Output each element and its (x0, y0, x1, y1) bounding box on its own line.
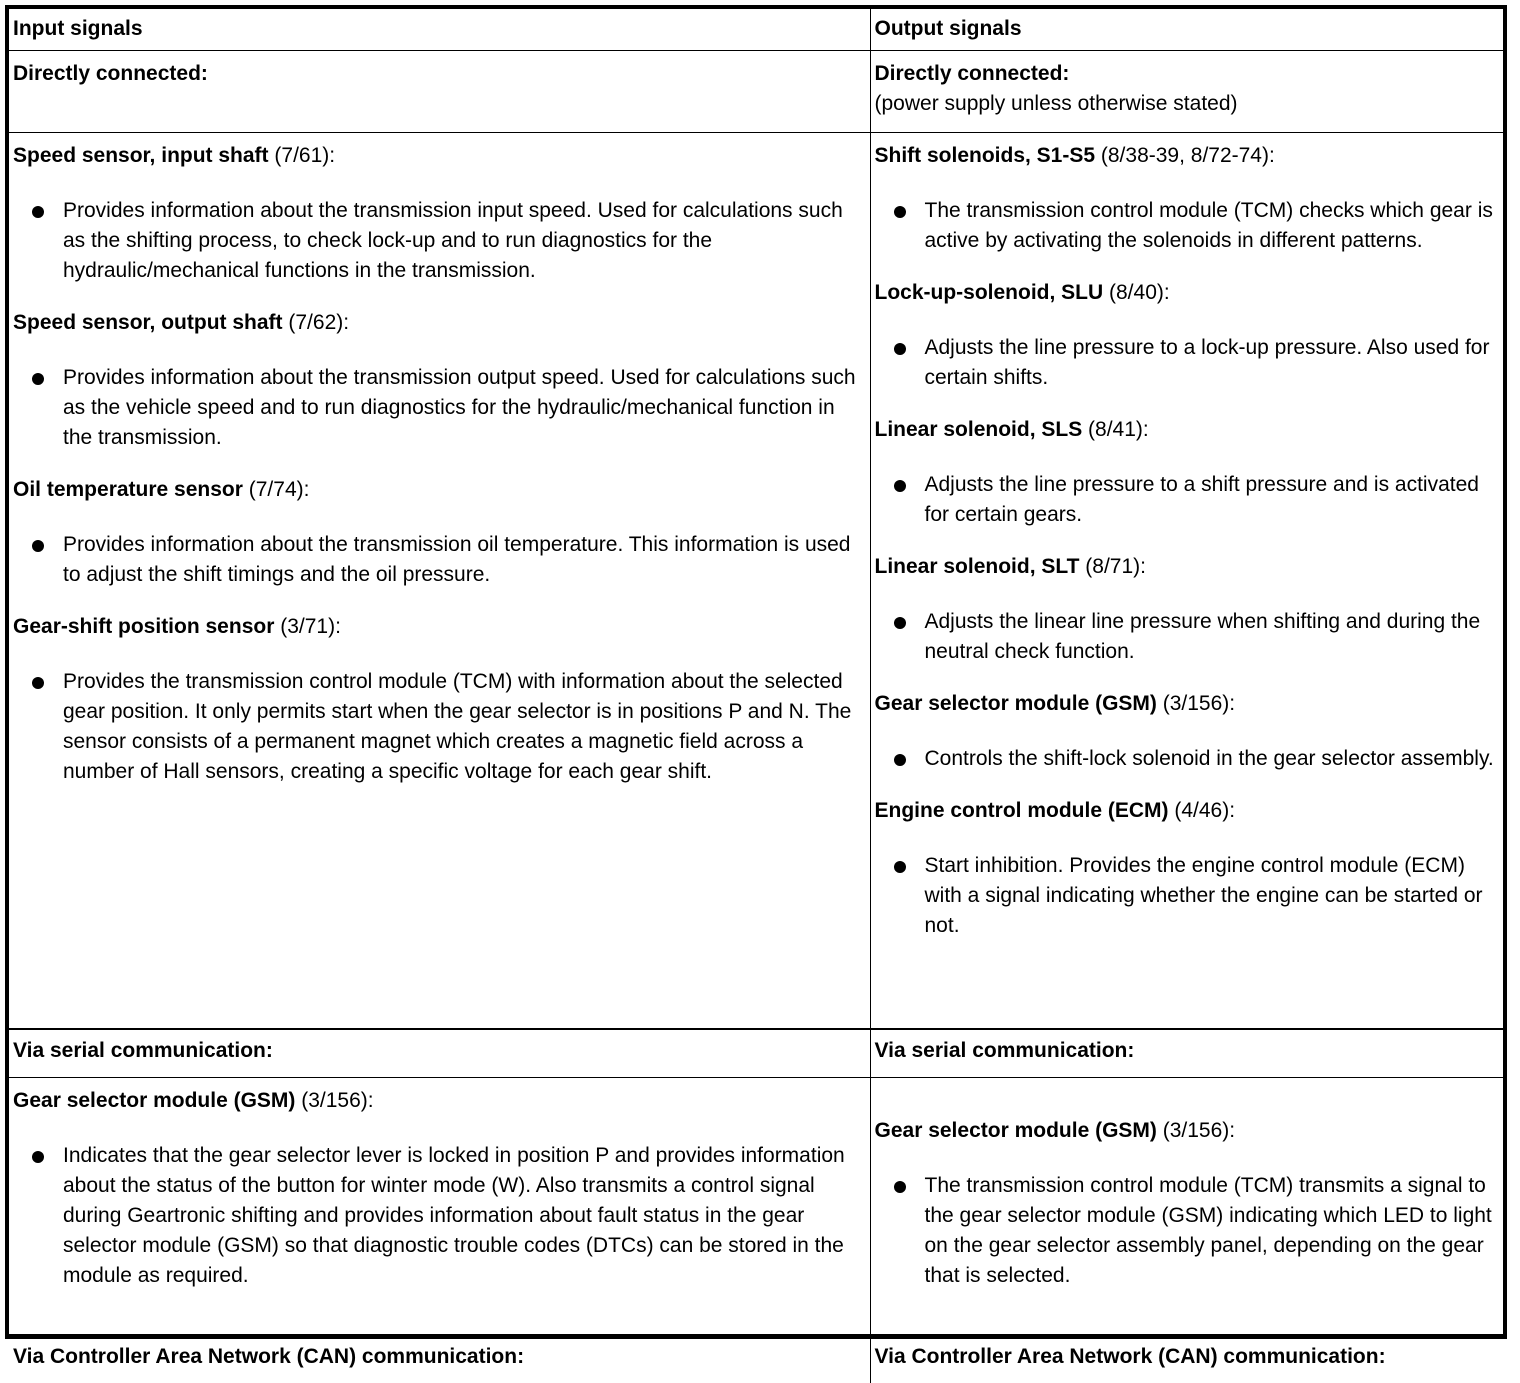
signal-item-title (13, 475, 870, 505)
output-serial-list (875, 1116, 1504, 1291)
component-name: Gear selector module (GSM) (874, 691, 1157, 715)
input-direct-label-text: Directly connected: (13, 61, 208, 85)
signal-item-title (875, 1116, 1504, 1146)
signal-item-title (13, 141, 870, 171)
signal-item-title (875, 552, 1504, 582)
signal-item-title (875, 278, 1504, 308)
signal-item-title (875, 796, 1504, 826)
signal-item (875, 552, 1504, 667)
bullet-text: The transmission control module (TCM) checks which gear is active by activating the solenoids in different patterns. (924, 198, 1493, 252)
input-direct-cell (9, 132, 870, 1029)
directly-connected-row (9, 50, 1503, 132)
bullet-dot-icon (32, 206, 44, 218)
bullet-dot-icon (32, 1151, 44, 1163)
signal-item (875, 689, 1504, 774)
signal-item (875, 415, 1504, 530)
component-name: Gear selector module (GSM) (874, 1118, 1157, 1142)
serial-communication-body-row (9, 1077, 1503, 1335)
signals-table (9, 9, 1503, 1383)
signal-item (875, 278, 1504, 393)
component-reference: (3/71): (274, 614, 341, 638)
component-reference: (4/46): (1168, 798, 1236, 822)
bullet-dot-icon (894, 617, 906, 629)
component-reference: (8/40): (1103, 280, 1170, 304)
signal-item (13, 612, 870, 787)
component-reference: (8/41): (1082, 417, 1149, 441)
output-direct-label-text: Directly connected: (874, 61, 1070, 85)
bullet-text: Adjusts the line pressure to a lock-up pressure. Also used for certain shifts. (924, 335, 1490, 389)
directly-connected-body-row (9, 132, 1503, 1029)
component-name: Oil temperature sensor (13, 477, 243, 501)
bullet-dot-icon (32, 540, 44, 552)
component-reference: (7/62): (282, 310, 350, 334)
bullet-dot-icon (894, 343, 906, 355)
component-name: Shift solenoids, S1-S5 (874, 143, 1096, 167)
header-row (9, 9, 1503, 50)
signal-item-title (875, 689, 1504, 719)
bullet-dot-icon (894, 861, 906, 873)
component-reference: (7/61): (268, 143, 336, 167)
signal-item (875, 1116, 1504, 1291)
output-direct-note: (power supply unless otherwise stated) (874, 91, 1238, 115)
bullet-point (875, 607, 1504, 667)
bullet-text: Provides information about the transmission input speed. Used for calculations such as the shifting process, to check lock-up and to run diagnostics for the hydraulic/mechanical functions in the transmission. (63, 198, 843, 282)
signal-item-title (875, 415, 1504, 445)
bullet-point (13, 196, 870, 286)
component-reference: (3/156): (295, 1088, 374, 1112)
signal-item-title (875, 141, 1504, 171)
component-name: Gear selector module (GSM) (13, 1088, 296, 1112)
bullet-text: The transmission control module (TCM) transmits a signal to the gear selector module (GSM) indicating which LED to light on the gear selector assembly panel, depending on the gear that is selected. (924, 1173, 1492, 1287)
signal-item (13, 308, 870, 453)
component-name: Linear solenoid, SLS (874, 417, 1083, 441)
input-signals-header: Input signals (9, 9, 870, 50)
component-name: Speed sensor, output shaft (13, 310, 283, 334)
output-directly-connected-label (870, 50, 1503, 132)
input-can-label: Via Controller Area Network (CAN) communication: (9, 1335, 870, 1383)
bullet-text: Adjusts the linear line pressure when shifting and during the neutral check function. (924, 609, 1481, 663)
bullet-dot-icon (32, 373, 44, 385)
component-reference: (8/71): (1079, 554, 1146, 578)
bullet-text: Indicates that the gear selector lever is locked in position P and provides information about the status of the button for winter mode (W). Also transmits a control signal during Geartronic shifting and provides information about fault status in the gear selector module (GSM) so that diagnostic trouble codes (DTCs) can be stored in the module as required. (63, 1143, 845, 1287)
component-name: Speed sensor, input shaft (13, 143, 269, 167)
output-direct-list (875, 141, 1504, 941)
bullet-text: Provides information about the transmission oil temperature. This information is used to adjust the shift timings and the oil pressure. (63, 532, 851, 586)
input-direct-list (13, 141, 870, 787)
input-directly-connected-label (9, 50, 870, 132)
bullet-dot-icon (894, 206, 906, 218)
bullet-point (13, 363, 870, 453)
serial-communication-row (9, 1029, 1503, 1078)
signal-item (13, 1086, 870, 1291)
bullet-point (875, 744, 1504, 774)
output-serial-label: Via serial communication: (870, 1029, 1503, 1078)
can-communication-row (9, 1335, 1503, 1383)
signal-item-title (13, 1086, 870, 1116)
component-name: Gear-shift position sensor (13, 614, 275, 638)
component-reference: (3/156): (1156, 1118, 1236, 1142)
spacer (875, 1086, 1504, 1116)
signal-item (13, 141, 870, 286)
bullet-text: Provides the transmission control module (TCM) with information about the selected gear position. It only permits start when the gear selector is in positions P and N. The sensor consists of a permanent magnet which creates a magnetic field across a number of Hall sensors, creating a specific voltage for each gear shift. (63, 669, 852, 783)
bullet-dot-icon (32, 677, 44, 689)
signal-item (13, 475, 870, 590)
bullet-point (13, 530, 870, 590)
signal-item (875, 796, 1504, 941)
bullet-dot-icon (894, 754, 906, 766)
component-name: Linear solenoid, SLT (874, 554, 1080, 578)
bullet-point (13, 1141, 870, 1291)
bullet-dot-icon (894, 480, 906, 492)
bullet-point (875, 333, 1504, 393)
signal-item-title (13, 308, 870, 338)
component-name: Lock-up-solenoid, SLU (874, 280, 1104, 304)
component-name: Engine control module (ECM) (874, 798, 1169, 822)
output-direct-cell (870, 132, 1503, 1029)
bullet-point (875, 470, 1504, 530)
bullet-point (875, 851, 1504, 941)
bullet-point (875, 196, 1504, 256)
bullet-text: Provides information about the transmission output speed. Used for calculations such as the vehicle speed and to run diagnostics for the hydraulic/mechanical function in the transmission. (63, 365, 856, 449)
input-serial-list (13, 1086, 870, 1291)
component-reference: (8/38-39, 8/72-74): (1095, 143, 1275, 167)
bullet-point (13, 667, 870, 787)
signal-item-title (13, 612, 870, 642)
component-reference: (7/74): (242, 477, 310, 501)
output-signals-header: Output signals (870, 9, 1503, 50)
component-reference: (3/156): (1156, 691, 1236, 715)
bullet-text: Adjusts the line pressure to a shift pressure and is activated for certain gears. (924, 472, 1479, 526)
output-can-label: Via Controller Area Network (CAN) communication: (870, 1335, 1503, 1383)
signals-table-frame (5, 5, 1507, 1368)
bullet-text: Start inhibition. Provides the engine control module (ECM) with a signal indicating whether the engine can be started or not. (924, 853, 1483, 937)
output-serial-cell (870, 1077, 1503, 1335)
input-serial-cell (9, 1077, 870, 1335)
bullet-text: Controls the shift-lock solenoid in the gear selector assembly. (924, 746, 1494, 770)
input-serial-label: Via serial communication: (9, 1029, 870, 1078)
signal-item (875, 141, 1504, 256)
bullet-point (875, 1171, 1504, 1291)
bullet-dot-icon (894, 1181, 906, 1193)
